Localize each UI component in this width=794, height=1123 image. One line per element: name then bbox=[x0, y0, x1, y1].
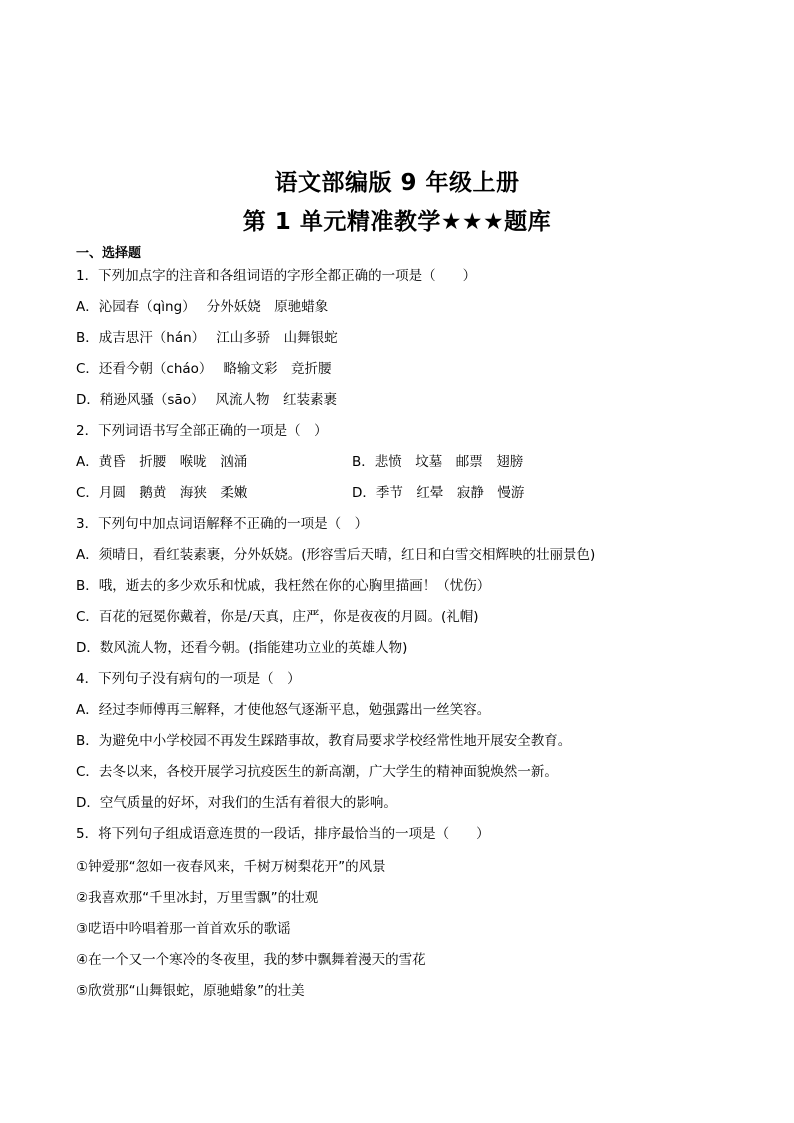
question-3-stem: 3．下列句中加点词语解释不正确的一项是（ ） bbox=[76, 516, 369, 532]
question-4-option-d: D．空气质量的好坏，对我们的生活有着很大的影响。 bbox=[76, 795, 397, 811]
document-subtitle: 第 1 单元精准教学★★★题库 bbox=[242, 209, 552, 235]
question-3-option-b: B．哦，逝去的多少欢乐和忧戚，我枉然在你的心胸里描画！（忧伤） bbox=[76, 578, 491, 594]
question-2-option-b: B．悲愤 坟墓 邮票 翅膀 bbox=[352, 454, 524, 470]
question-4-stem: 4．下列句子没有病句的一项是（ ） bbox=[76, 671, 301, 687]
question-1-stem: 1．下列加点字的注音和各组词语的字形全都正确的一项是（ ） bbox=[76, 268, 477, 284]
question-3-option-a: A．须晴日，看红装素裹，分外妖娆。(形容雪后天晴，红日和白雪交相辉映的壮丽景色) bbox=[76, 547, 596, 563]
question-2-option-d: D．季节 红晕 寂静 慢游 bbox=[352, 485, 525, 501]
question-5-sentence-5: ⑤欣赏那“山舞银蛇，原驰蜡象”的壮美 bbox=[76, 983, 305, 999]
question-3-option-d: D．数风流人物，还看今朝。(指能建功立业的英雄人物) bbox=[76, 640, 408, 656]
question-5-stem: 5．将下列句子组成语意连贯的一段话，排序最恰当的一项是（ ） bbox=[76, 826, 490, 842]
question-1-option-b: B．成吉思汗（hán） 江山多骄 山舞银蛇 bbox=[76, 330, 338, 346]
question-5-sentence-1: ①钟爱那“忽如一夜春风来，千树万树梨花开”的风景 bbox=[76, 859, 386, 875]
question-1-option-a: A．沁园春（qìng） 分外妖娆 原驰蜡象 bbox=[76, 299, 329, 315]
question-4-option-c: C．去冬以来，各校开展学习抗疫医生的新高潮，广大学生的精神面貌焕然一新。 bbox=[76, 764, 558, 780]
question-2-option-c: C．月圆 鹅黄 海狭 柔嫩 bbox=[76, 485, 248, 501]
question-4-option-a: A．经过李师傅再三解释，才使他怒气逐渐平息，勉强露出一丝笑容。 bbox=[76, 702, 491, 718]
question-5-sentence-4: ④在一个又一个寒冷的冬夜里，我的梦中飘舞着漫天的雪花 bbox=[76, 952, 426, 968]
question-5-sentence-3: ③呓语中吟唱着那一首首欢乐的歌谣 bbox=[76, 921, 291, 937]
question-1-option-c: C．还看今朝（cháo） 略输文彩 竞折腰 bbox=[76, 361, 332, 377]
question-1-option-d: D．稍逊风骚（sāo） 风流人物 红装素裹 bbox=[76, 392, 338, 408]
question-2-option-a: A．黄昏 折腰 喉咙 汹涌 bbox=[76, 454, 248, 470]
question-4-option-b: B．为避免中小学校园不再发生踩踏事故，教育局要求学校经常性地开展安全教育。 bbox=[76, 733, 572, 749]
question-3-option-c: C．百花的冠冕你戴着，你是/天真，庄严，你是夜夜的月圆。(礼帽) bbox=[76, 609, 479, 625]
document-title: 语文部编版 9 年级上册 bbox=[274, 170, 520, 196]
section-heading: 一、选择题 bbox=[76, 246, 142, 261]
question-5-sentence-2: ②我喜欢那“千里冰封，万里雪飘”的壮观 bbox=[76, 890, 319, 906]
question-2-stem: 2．下列词语书写全部正确的一项是（ ） bbox=[76, 423, 328, 439]
